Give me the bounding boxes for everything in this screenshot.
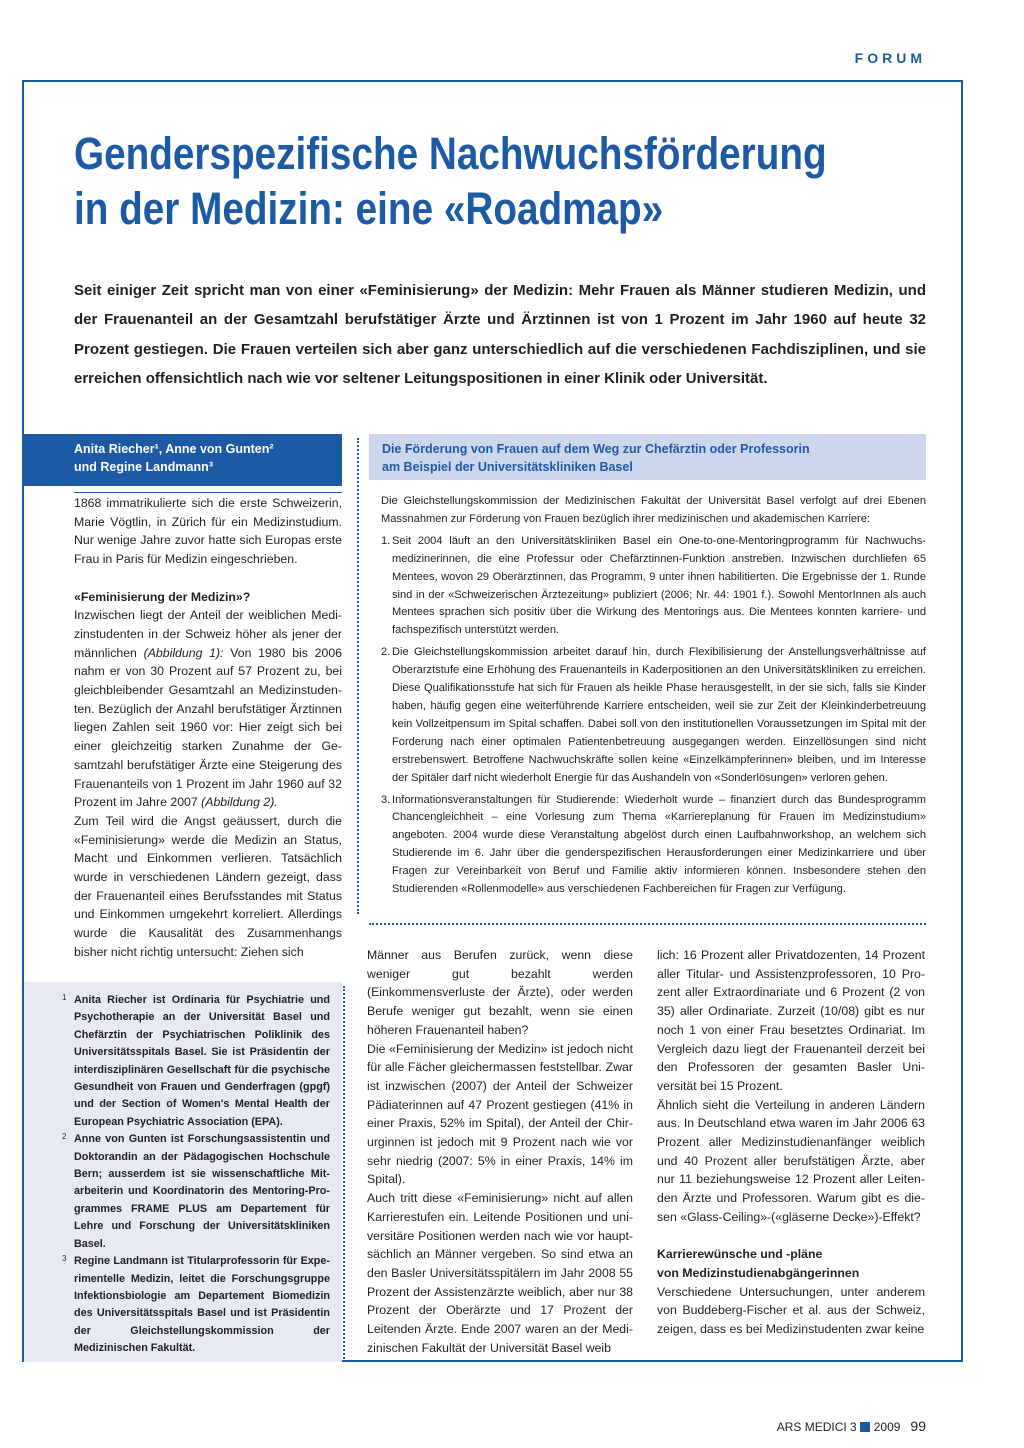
list-number: 3.	[381, 793, 391, 806]
heading-line: Karrierewünsche und -pläne	[657, 1247, 823, 1262]
journal-name: ARS MEDICI 3	[776, 1420, 857, 1434]
paragraph	[74, 606, 342, 812]
footnote-number: 2	[62, 1132, 67, 1142]
page-number: 99	[910, 1418, 926, 1434]
square-icon	[860, 1422, 870, 1432]
box-intro: Die Gleichstellungskommission der Medizinischen Fakultät der Universität Basel verfolgt auf drei Ebenen Massnahmen zur Förderung von Frauen bezüglich ihrer medizinischen und akademischen Karriere:	[381, 495, 926, 525]
dotted-divider-horizontal	[369, 923, 926, 925]
footnote-number: 1	[62, 993, 67, 1002]
article-title	[74, 126, 831, 236]
footnote-text: Regine Landmann ist Titularprofessorin für Experimentelle Medizin, leitet die Forschungsgruppe Infektionsbiologie am Departement Biomedizin des Universitätsspitals Basel und ist Präsidentin der Gleichstellungskommission der Medizinischen Fakultät.	[74, 1255, 330, 1355]
paragraph: Die «Feminisierung der Medizin» ist jedoch nicht für alle Fächer gleichermassen feststellbar. Zwar ist inzwischen (2007) der Anteil der Schweizer Pädiaterinnen auf 47 Prozent gestiegen (41% in einer Praxis, 52% im Spital), der Anteil der Chirurginnen ist jedoch mit 9 Prozent nach wie vor sehr niedrig (2007: 5% in einer Praxis, 14% im Spital).	[367, 1041, 633, 1187]
figure-reference: (Abbildung 1):	[143, 645, 224, 660]
footnote	[62, 1131, 330, 1253]
paragraph: 1868 immatrikulierte sich die erste Schweizerin, Marie Vögtlin, in Zürich für ein Medizinstudium. Nur wenige Jahre zuvor hatte sich Europas erste Frau in Paris für Medizin eingeschrieben.	[74, 496, 342, 567]
footnote-number: 3	[62, 1254, 67, 1264]
box-title-line-2: am Beispiel der Universitätskliniken Basel	[382, 460, 633, 474]
text-run: Inzwischen liegt der Anteil der weiblichen Medizinstudenten in der Schweiz höher als jener der männlichen	[74, 608, 342, 660]
list-text: Die Gleichstellungskommission arbeitet darauf hin, durch Flexibilisierung der Anstellungsverhältnisse auf Oberarztstufe eine Erhöhung des Frauenanteils in Kaderpositionen an den Universitätskliniken zu erreichen. Diese Qualifikationsstufe hat sich für Frauen als heikle Phase herausgestellt, in der sie sich, falls sie Kinder haben, häufig gegen eine weiterführende Karriere entscheiden, weil sie zur Zeit der Kleinkinderbetreuung kein Vollzeitpensum im Spital schaffen. Dabei soll von den institutionellen Voraussetzungen im Spital mit der Forderung nach einer optimalen Patientenbetreuung ausgegangen werden. Einzellösungen sind nicht erstrebenswert. Betroffene Nachwuchskräfte sollen keine «Einzelkämpferinnen» bleiben, und im Interesse der Spitäler darf nicht wiederholt Energie für das Aushandeln von «Sonderlösungen» verloren gehen.	[392, 646, 926, 784]
article-lead: Seit einiger Zeit spricht man von einer «Feminisierung» der Medizin: Mehr Frauen als Männer studieren Medizin, und der Frauenanteil an der Gesamtzahl berufstätiger Ärzte und Ärztinnen ist von 1 Prozent im Jahr 1960 auf heute 32 Prozent gestiegen. Die Frauen verteilen sich aber ganz unterschiedlich auf die verschiedenen Fachdisziplinen, und sie erreichen offensichtlich nach wie vor seltener Leitungspositionen in einer Klinik oder Universität.	[74, 282, 926, 387]
paragraph: Verschiedene Untersuchungen, unter anderem von Buddeberg-Fischer et al. aus der Schweiz, zeigen, dass es bei Medizinstudenten zwar keine	[657, 1284, 925, 1337]
footnote-text: Anita Riecher ist Ordinaria für Psychiatrie und Psychotherapie an der Universität Basel und Chefärztin der Psychiatrischen Poliklinik des Universitätsspitals Basel. Sie ist Präsidentin der interdisziplinären Gesellschaft für die psychische Gesundheit von Frauen und Genderfragen (gpgf) und der Section of Women's Mental Health der European Psychiatric Association (EPA).	[74, 994, 330, 1128]
figure-reference: (Abbildung 2).	[201, 795, 278, 810]
paragraph: Ähnlich sieht die Verteilung in anderen Ländern aus. In Deutschland etwa waren im Jahr 2006 63 Prozent aller Medizinstudienanfänger weiblich und 40 Prozent aller berufstätigen Ärzte, aber nur 11 beziehungsweise 12 Prozent aller Leitenden Ärzte und Professoren. Warum gibt es diesen «Glass-Ceiling»-(«gläserne Decke»)-Effekt?	[657, 1097, 925, 1224]
dotted-divider-vertical-top	[357, 438, 359, 914]
list-text: Seit 2004 läuft an den Universitätskliniken Basel ein One-to-one-Mentoringprogramm für Nachwuchsmedizinerinnen, die eine Professur oder Chefärztinnen-Funktion anstreben. Inzwischen durchliefen 65 Mentees, wovon 29 Oberärztinnen, das Programm, 9 unter ihnen habilitierten. Die Ergebnisse der 1. Runde sind in der «Schweizerischen Ärztezeitung» publiziert (2006; Nr. 44: 1901 f.). Sowohl MentorInnen als auch Mentees sprachen sich positiv über die Wirkung des Mentorings aus. Die Mentees konnten karriere- und fachspezifisch unterstützt werden.	[392, 534, 926, 637]
box-list-item	[381, 533, 926, 640]
footnote	[62, 992, 330, 1131]
footnote-text: Anne von Gunten ist Forschungsassistentin und Doktorandin an der Pädagogischen Hochschule Bern; ausserdem ist sie wissenschaftliche Mitarbeiterin und Koordinatorin des Mentoring-Programmes FRAME PLUS am Departement für Lehre und Forschung der Universitätskliniken Basel.	[74, 1133, 330, 1250]
box-list-item	[381, 644, 926, 787]
paragraph: lich: 16 Prozent aller Privatdozenten, 14 Prozent aller Titular- und Assistenzprofessoren, 10 Prozent aller Extraordinariate und 6 Prozent (2 von 35) aller Ordinariate. Zurzeit (10/08) gibt es nur noch 1 von einer Frau besetztes Ordinariat. Im Vergleich dazu liegt der Frauenanteil derzeit bei den Professoren der gesamten Basler Universität bei 15 Prozent.	[657, 948, 925, 1093]
author-footnotes	[24, 982, 342, 1362]
list-text: Informationsveranstaltungen für Studierende: Wiederholt wurde – finanziert durch das Bundesprogramm Chancengleichheit – eine Vorlesung zum Thema «Karriereplanung für Frauen im Medizinstudium» angeboten. 2004 wurde diese Veranstaltung abgelöst durch einen Laufbahnworkshop, an welchem sich Studierende im 6. Jahr über die genderspezifischen Herausforderungen einer Medizinkarriere und über Fragen zur Vereinbarkeit von Beruf und Familie aktiv informieren können. Insbesondere stehen den Studierenden «Rollenmodelle» aus verschiedenen Fachbereichen für Fragen zur Verfügung.	[392, 793, 926, 896]
issue-year: 2009	[873, 1420, 901, 1434]
box-list-item	[381, 792, 926, 899]
authors-line-1: Anita Riecher¹, Anne von Gunten²	[74, 442, 274, 456]
box-title-line-1: Die Förderung von Frauen auf dem Weg zur Chefärztin oder Professorin	[382, 442, 810, 456]
text-run: Von 1980 bis 2006 nahm er von 30 Prozent auf 57 Prozent zu, bei gleichbleibender Gesamtzahl an Medizinstudenten. Bezüglich der Anzahl berufstätiger Ärztinnen liegen Zahlen seit 1960 vor: Hier zeigt sich bei einer gleichzeitig starken Zunahme der Gesamtzahl berufstätiger Ärzte eine Steigerung des Frauenanteils von 1 Prozent im Jahr 1960 auf 32 Prozent im Jahre 2007	[74, 645, 342, 810]
section-label: FORUM	[854, 50, 926, 66]
section-heading	[657, 1245, 925, 1282]
paragraph: Auch tritt diese «Feminisierung» nicht auf allen Karrierestufen ein. Leitende Positionen und universitäre Positionen werden nach wie vor hauptsächlich an Männer vergeben. So sind etwa an den Basler Universitätsspitälern im Jahr 2008 55 Prozent der Assistenzärzte weiblich, aber nur 38 Prozent der Oberärzte und 17 Prozent der Leitenden Ärzte. Ende 2007 waren an der Medizinischen Fakultät der Universität Basel weib	[367, 1191, 633, 1355]
authors-divider	[74, 492, 342, 493]
list-number: 2.	[381, 646, 391, 659]
page-footer	[620, 1418, 926, 1434]
list-number: 1.	[381, 534, 391, 547]
title-line-2: in der Medizin: eine «Roadmap»	[74, 183, 664, 234]
sidebar-box-body	[381, 493, 926, 899]
authors-line-2: und Regine Landmann³	[74, 460, 213, 474]
paragraph: Männer aus Berufen zurück, wenn diese weniger gut bezahlt werden (Einkommensverluste der Ärzte), oder werden Berufe weniger gut bezahlt, wenn sie einen höheren Frauenanteil haben?	[367, 948, 633, 1037]
sidebar-box-title	[369, 434, 926, 480]
authors-box	[24, 434, 342, 486]
dotted-divider-vertical-bottom	[343, 986, 345, 1362]
paragraph: Zum Teil wird die Angst geäussert, durch die «Feminisierung» werde die Medizin an Status, Macht und Einkommen verlieren. Tatsächlich wurde in verschiedenen Ländern gezeigt, dass der Frauenanteil eines Berufsstandes mit Status und Einkommen umgekehrt korreliert. Allerdings wurde die Kausalität des Zusammenhangs bisher nicht richtig untersucht: Ziehen sich	[74, 813, 342, 959]
heading-line: von Medizinstudienabgängerinnen	[657, 1265, 860, 1280]
text-column-2	[367, 946, 633, 1357]
text-column-3	[657, 946, 925, 1339]
footnote	[62, 1253, 330, 1357]
section-heading: «Feminisierung der Medizin»?	[74, 589, 251, 604]
text-column-1	[74, 494, 342, 962]
title-line-1: Genderspezifische Nachwuchsförderung	[74, 128, 827, 179]
